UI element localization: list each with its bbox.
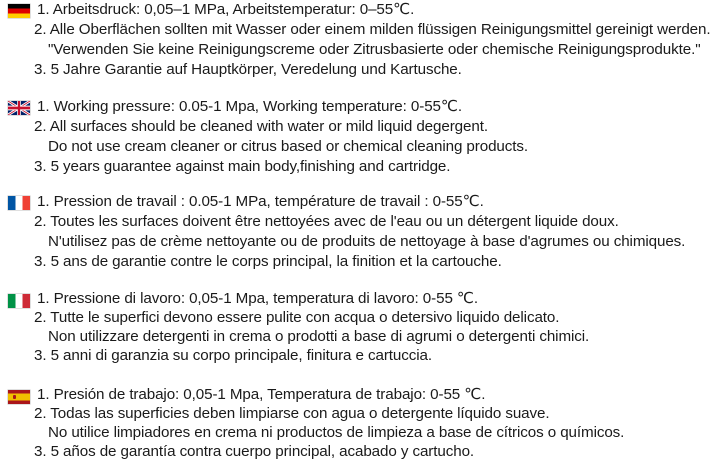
instruction-line-1: 1. Working pressure: 0.05-1 Mpa, Working temperature: 0-55℃.	[37, 98, 462, 115]
instruction-line-3: 3. 5 Jahre Garantie auf Hauptkörper, Veredelung und Kartusche.	[34, 61, 462, 78]
instruction-line-2b: N'utilisez pas de crème nettoyante ou de produits de nettoyage à base d'agrumes ou chimiques.	[48, 233, 686, 250]
instruction-line-3: 3. 5 ans de garantie contre le corps principal, la finition et la cartouche.	[34, 253, 502, 270]
spain-flag-icon	[8, 390, 30, 404]
instruction-line-2b: Non utilizzare detergenti in crema o prodotti a base di agrumi o detergenti chimici.	[48, 328, 590, 345]
instruction-line-2: 2. Toutes les surfaces doivent être nettoyées avec de l'eau ou un détergent liquide doux.	[34, 213, 619, 230]
instruction-line-3: 3. 5 años de garantía contra cuerpo principal, acabado y cartucho.	[34, 443, 475, 460]
instruction-line-1: 1. Arbeitsdruck: 0,05–1 MPa, Arbeitstemperatur: 0–55℃.	[37, 1, 415, 18]
instruction-line-1: 1. Pressione di lavoro: 0,05-1 Mpa, temperatura di lavoro: 0-55 ℃.	[37, 290, 478, 307]
germany-flag-icon	[8, 4, 30, 18]
instruction-line-1: 1. Presión de trabajo: 0,05-1 Mpa, Temperatura de trabajo: 0-55 ℃.	[37, 386, 486, 403]
instruction-line-2: 2. Todas las superficies deben limpiarse con agua o detergente líquido suave.	[34, 405, 550, 422]
instruction-line-3: 3. 5 years guarantee against main body,finishing and cartridge.	[34, 158, 451, 175]
instruction-line-2b: "Verwenden Sie keine Reinigungscreme oder Zitrusbasierte oder chemische Reinigungsprodukte."	[48, 41, 701, 58]
instruction-line-3: 3. 5 anni di garanzia su corpo principale, finitura e cartuccia.	[34, 347, 432, 364]
italy-flag-icon	[8, 294, 30, 308]
instruction-line-1: 1. Pression de travail : 0.05-1 MPa, température de travail : 0-55℃.	[37, 193, 484, 210]
instruction-line-2: 2. Tutte le superfici devono essere pulite con acqua o detersivo liquido delicato.	[34, 309, 560, 326]
instruction-line-2b: Do not use cream cleaner or citrus based or chemical cleaning products.	[48, 138, 528, 155]
uk-flag-icon	[8, 101, 30, 115]
instruction-line-2b: No utilice limpiadores en crema ni productos de limpieza a base de cítricos o químicos.	[48, 424, 625, 441]
france-flag-icon	[8, 196, 30, 210]
instruction-line-2: 2. All surfaces should be cleaned with water or mild liquid degergent.	[34, 118, 488, 135]
instruction-line-2: 2. Alle Oberflächen sollten mit Wasser oder einem milden flüssigen Reinigungsmittel gereinigt werden.	[34, 21, 711, 38]
